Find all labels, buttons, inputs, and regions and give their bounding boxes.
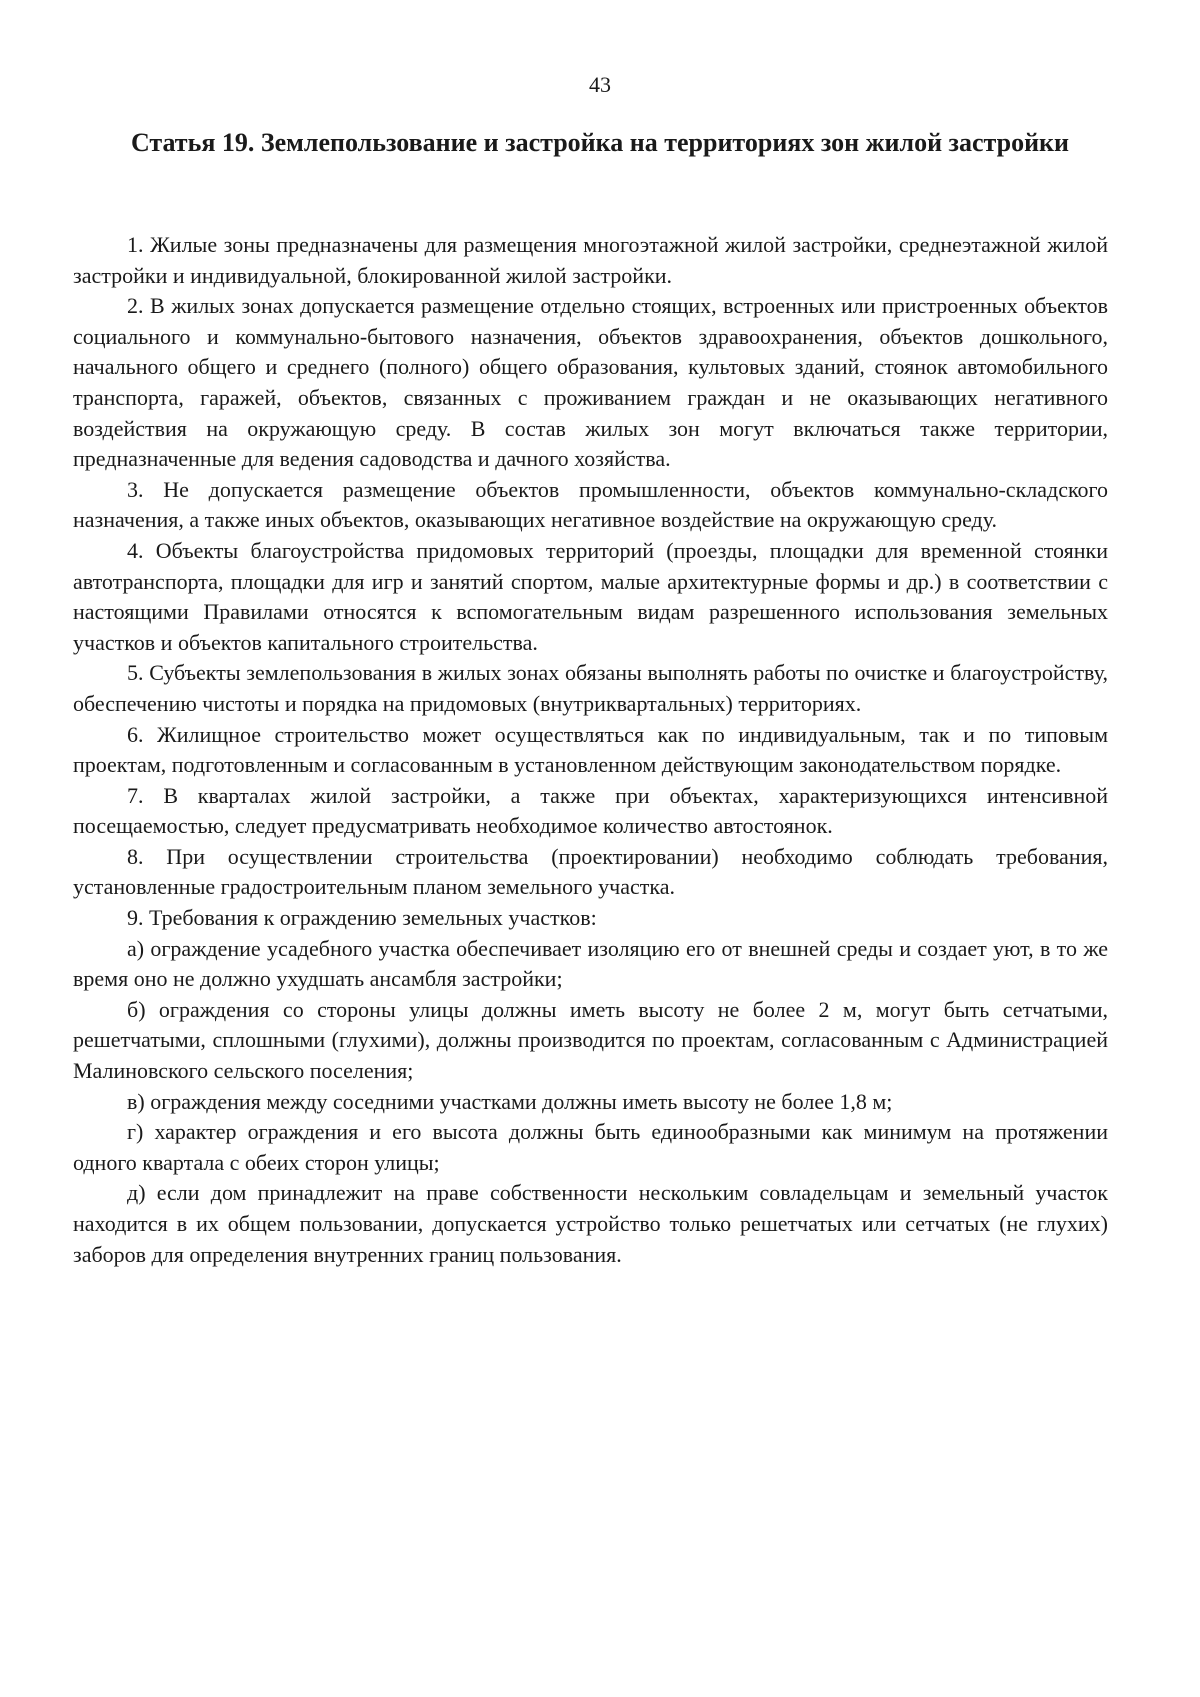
paragraph: 2. В жилых зонах допускается размещение отдельно стоящих, встроенных или пристроенных объектов социального и коммунально-бытового назначения, объектов здравоохранения, объектов дошкольного, начального общего и среднего (полного) общего образования, культовых зданий, стоянок автомобильного транспорта, гаражей, объектов, связанных с проживанием граждан и не оказывающих негативного воздействия на окружающую среду. В состав жилых зон могут включаться также территории, предназначенные для ведения садоводства и дачного хозяйства. — [73, 293, 1108, 472]
paragraph: 4. Объекты благоустройства придомовых территорий (проезды, площадки для временной стоянки автотранспорта, площадки для игр и занятий спортом, малые архитектурные формы и др.) в соответствии с настоящими Правилами относятся к вспомогательным видам разрешенного использования земельных участков и объектов капитального строительства. — [73, 537, 1108, 655]
paragraph: 7. В кварталах жилой застройки, а также при объектах, характеризующихся интенсивной посещаемостью, следует предусматривать необходимое количество автостоянок. — [73, 782, 1108, 839]
paragraph: 8. При осуществлении строительства (проектировании) необходимо соблюдать требования, установленные градостроительным планом земельного участка. — [73, 843, 1108, 900]
list-item: д) если дом принадлежит на праве собственности нескольким совладельцам и земельный участок находится в их общем пользовании, допускается устройство только решетчатых или сетчатых (не глухих) заборов для определения внутренних границ пользования. — [73, 1180, 1108, 1267]
paragraph: 9. Требования к ограждению земельных участков: — [127, 905, 597, 931]
list-item: г) характер ограждения и его высота должны быть единообразными как минимум на протяжении одного квартала с обеих сторон улицы; — [73, 1119, 1108, 1175]
paragraph: 5. Субъекты землепользования в жилых зонах обязаны выполнять работы по очистке и благоустройству, обеспечению чистоты и порядка на придомовых (внутриквартальных) территориях. — [73, 660, 1108, 716]
page-number: 43 — [589, 72, 611, 97]
article-title: Статья 19. Землепользование и застройка на территориях зон жилой застройки — [130, 128, 1070, 157]
article-body — [73, 230, 1108, 1270]
list-item: б) ограждения со стороны улицы должны иметь высоту не более 2 м, могут быть сетчатыми, решетчатыми, сплошными (глухими), должны производится по проектам, согласованным с Администрацией Малиновского сельского поселения; — [73, 996, 1108, 1084]
paragraph: 3. Не допускается размещение объектов промышленности, объектов коммунально-складского назначения, а также иных объектов, оказывающих негативное воздействие на окружающую среду. — [73, 476, 1108, 533]
paragraph: 6. Жилищное строительство может осуществляться как по индивидуальным, так и по типовым проектам, подготовленным и согласованным в установленном действующим законодательством порядке. — [73, 721, 1108, 778]
paragraph: 1. Жилые зоны предназначены для размещения многоэтажной жилой застройки, среднеэтажной жилой застройки и индивидуальной, блокированной жилой застройки. — [73, 232, 1108, 288]
list-item: а) ограждение усадебного участка обеспечивает изоляцию его от внешней среды и создает уют, в то же время оно не должно ухудшать ансамбля застройки; — [73, 935, 1108, 992]
list-item: в) ограждения между соседними участками должны иметь высоту не более 1,8 м; — [127, 1088, 893, 1114]
